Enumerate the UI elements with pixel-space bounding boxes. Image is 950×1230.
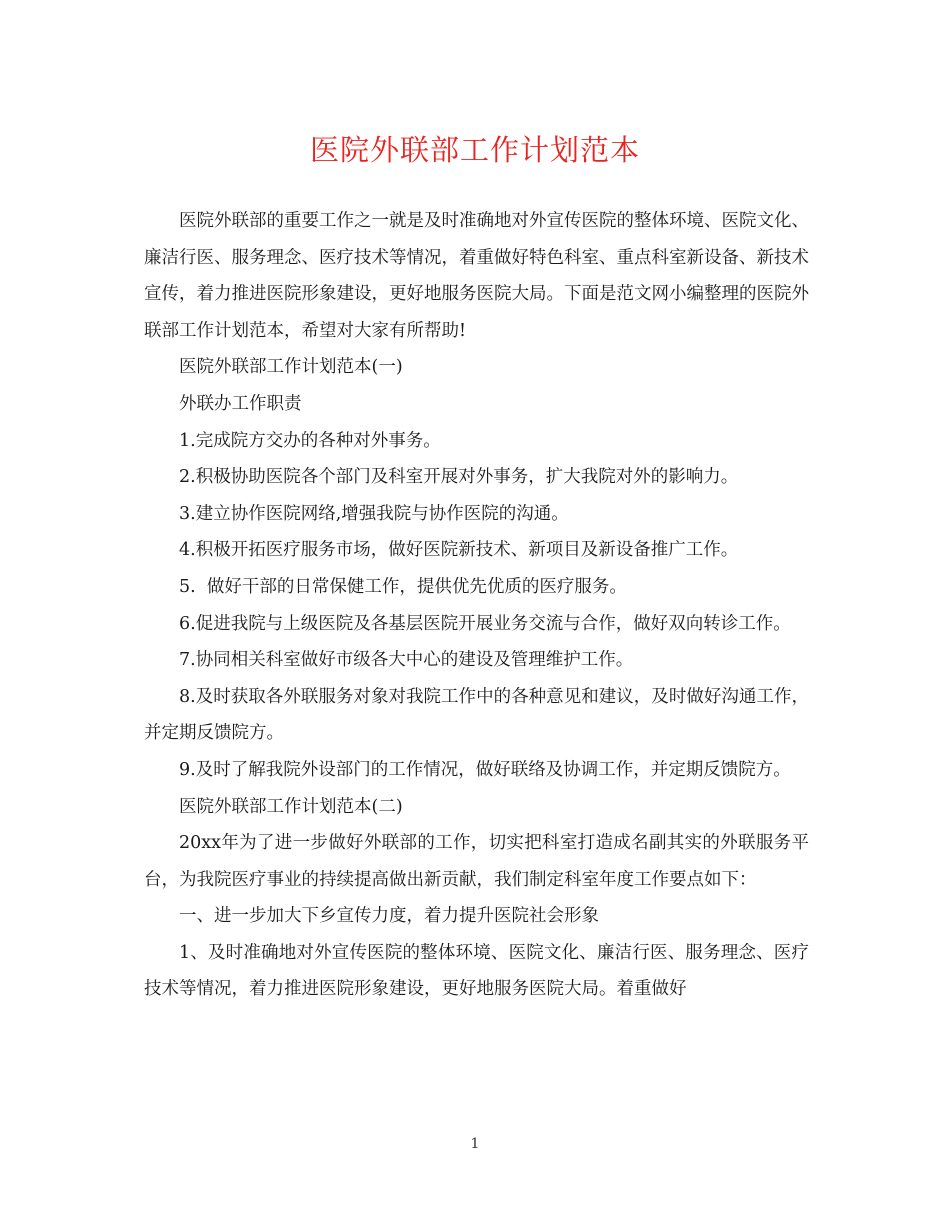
section-2-intro: 20xx年为了进一步做好外联部的工作，切实把科室打造成名副其实的外联服务平台，为我院医疗事业的持续提高做出新贡献，我们制定科室年度工作要点如下： bbox=[144, 833, 809, 890]
list-item-5: 5. 做好干部的日常保健工作，提供优先优质的医疗服务。 bbox=[179, 576, 627, 597]
list-item-3: 3.建立协作医院网络,增强我院与协作医院的沟通。 bbox=[179, 503, 569, 524]
document-title: 医院外联部工作计划范本 bbox=[309, 133, 640, 167]
list-item-7: 7.协同相关科室做好市级各大中心的建设及管理维护工作。 bbox=[179, 650, 634, 671]
list-item-9: 9.及时了解我院外设部门的工作情况，做好联络及协调工作，并定期反馈院方。 bbox=[179, 759, 791, 780]
section-2-point-1: 1、及时准确地对外宣传医院的整体环境、医院文化、廉洁行医、服务理念、医疗技术等情况，着力推进医院形象建设，更好地服务医院大局。着重做好 bbox=[144, 942, 809, 1000]
list-item-4: 4.积极开拓医疗服务市场，做好医院新技术、新项目及新设备推广工作。 bbox=[179, 540, 739, 561]
section-heading-2: 医院外联部工作计划范本(二) bbox=[179, 796, 403, 817]
list-item-8: 8.及时获取各外联服务对象对我院工作中的各种意见和建议，及时做好沟通工作，并定期反馈院方。 bbox=[144, 686, 809, 744]
list-item-6: 6.促进我院与上级医院及各基层医院开展业务交流与合作，做好双向转诊工作。 bbox=[179, 613, 791, 634]
section-2-point-heading: 一、进一步加大下乡宣传力度，着力提升医院社会形象 bbox=[179, 906, 599, 927]
page-number: 1 bbox=[470, 1136, 480, 1152]
list-item-2: 2.积极协助医院各个部门及科室开展对外事务，扩大我院对外的影响力。 bbox=[179, 467, 739, 488]
section-heading-1: 医院外联部工作计划范本(一) bbox=[179, 357, 403, 378]
list-item-1: 1.完成院方交办的各种对外事务。 bbox=[179, 430, 441, 451]
subheading-duties: 外联办工作职责 bbox=[179, 393, 302, 414]
document-body bbox=[144, 203, 809, 1008]
intro-paragraph: 医院外联部的重要工作之一就是及时准确地对外宣传医院的整体环境、医院文化、廉洁行医、服务理念、医疗技术等情况，着重做好特色科室、重点科室新设备、新技术宣传，着力推进医院形象建设，更好地服务医院大局。下面是范文网小编整理的医院外联部工作计划范本，希望对大家有所帮助! bbox=[144, 211, 809, 341]
